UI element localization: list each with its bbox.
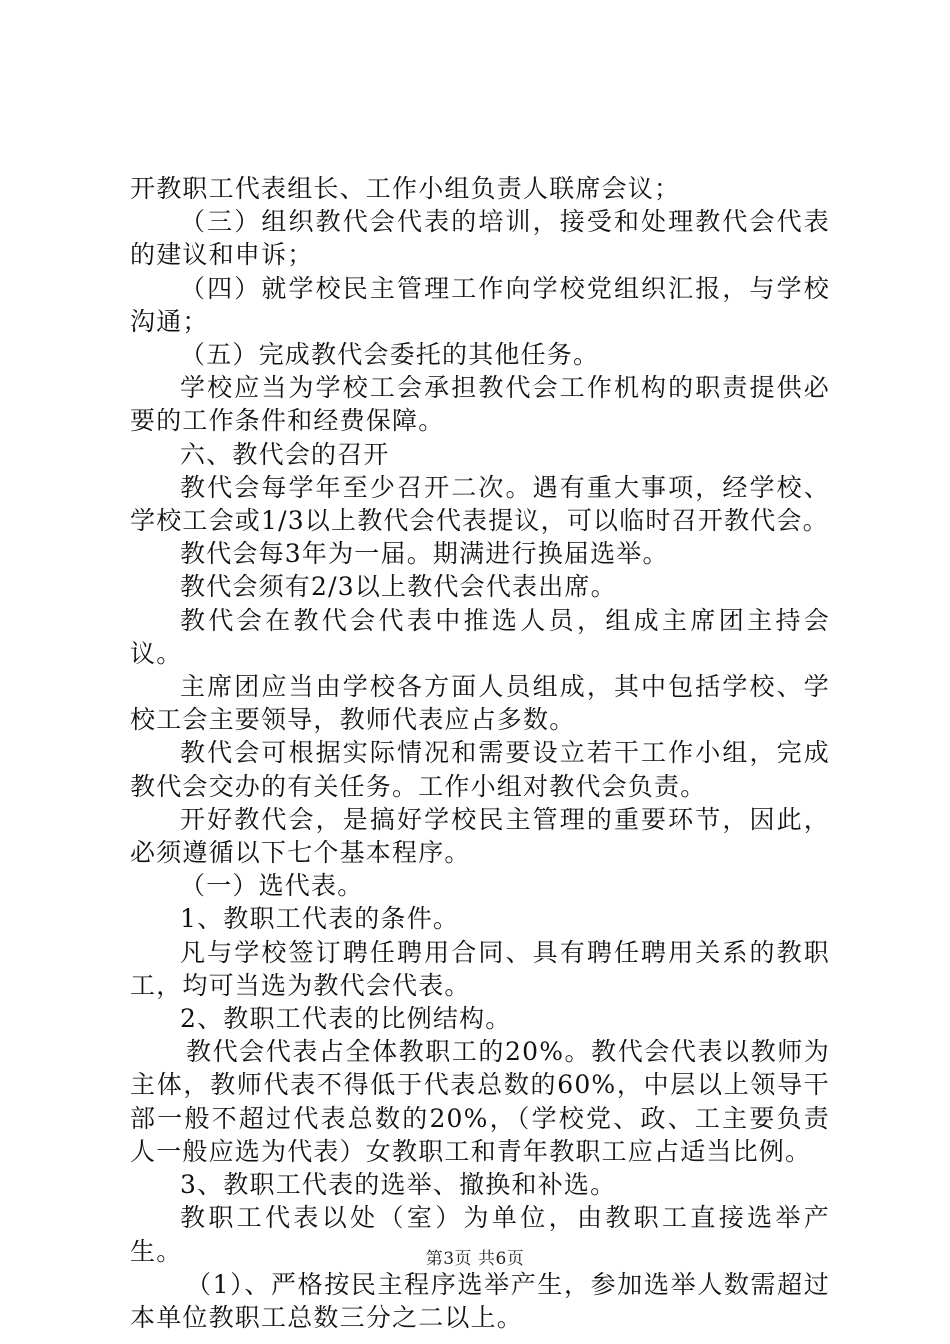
paragraph: 2、教职工代表的比例结构。 bbox=[180, 1004, 512, 1034]
paragraph: 教代会可根据实际情况和需要设立若干工作小组，完成教代会交办的有关任务。工作小组对教代会负责。 bbox=[130, 738, 830, 801]
paragraph: 六、教代会的召开 bbox=[180, 439, 390, 469]
paragraph: （一）选代表。 bbox=[180, 871, 364, 901]
paragraph: 学校应当为学校工会承担教代会工作机构的职责提供必要的工作条件和经费保障。 bbox=[130, 373, 830, 436]
paragraph: 教代会每3年为一届。期满进行换届选举。 bbox=[180, 539, 669, 569]
document-body bbox=[130, 172, 830, 1334]
paragraph: 1、教职工代表的条件。 bbox=[180, 904, 460, 934]
paragraph: 教代会在教代会代表中推选人员，组成主席团主持会议。 bbox=[130, 605, 830, 668]
page-footer: 第3页 共6页 bbox=[425, 1249, 525, 1269]
paragraph: （1）、严格按民主程序选举产生，参加选举人数需超过本单位教职工总数三分之二以上。 bbox=[130, 1269, 830, 1332]
paragraph: （四）就学校民主管理工作向学校党组织汇报，与学校沟通； bbox=[130, 273, 830, 336]
paragraph: 教代会须有2/3以上教代会代表出席。 bbox=[180, 572, 617, 602]
paragraph: 开好教代会，是搞好学校民主管理的重要环节，因此，必须遵循以下七个基本程序。 bbox=[130, 804, 830, 868]
paragraph: 3、教职工代表的选举、撤换和补选。 bbox=[180, 1170, 617, 1200]
paragraph: （五）完成教代会委托的其他任务。 bbox=[180, 340, 600, 370]
paragraph: 教职工代表以处（室）为单位，由教职工直接选举产生。 bbox=[130, 1203, 830, 1266]
paragraph: 主席团应当由学校各方面人员组成，其中包括学校、学校工会主要领导，教师代表应占多数。 bbox=[130, 672, 830, 735]
paragraph: 教代会代表占全体教职工的20%。教代会代表以教师为主体，教师代表不得低于代表总数的60%，中层以上领导干部一般不超过代表总数的20%，（学校党、政、工主要负责人一般应选为代表）女教职工和青年教职工应占适当比例。 bbox=[130, 1037, 830, 1166]
paragraph: 教代会每学年至少召开二次。遇有重大事项，经学校、学校工会或1/3以上教代会代表提议，可以临时召开教代会。 bbox=[130, 472, 830, 536]
paragraph: 凡与学校签订聘任聘用合同、具有聘任聘用关系的教职工，均可当选为教代会代表。 bbox=[130, 937, 830, 1000]
paragraph: （三）组织教代会代表的培训，接受和处理教代会代表的建议和申诉； bbox=[130, 207, 830, 270]
paragraph: 开教职工代表组长、工作小组负责人联席会议； bbox=[130, 174, 681, 203]
